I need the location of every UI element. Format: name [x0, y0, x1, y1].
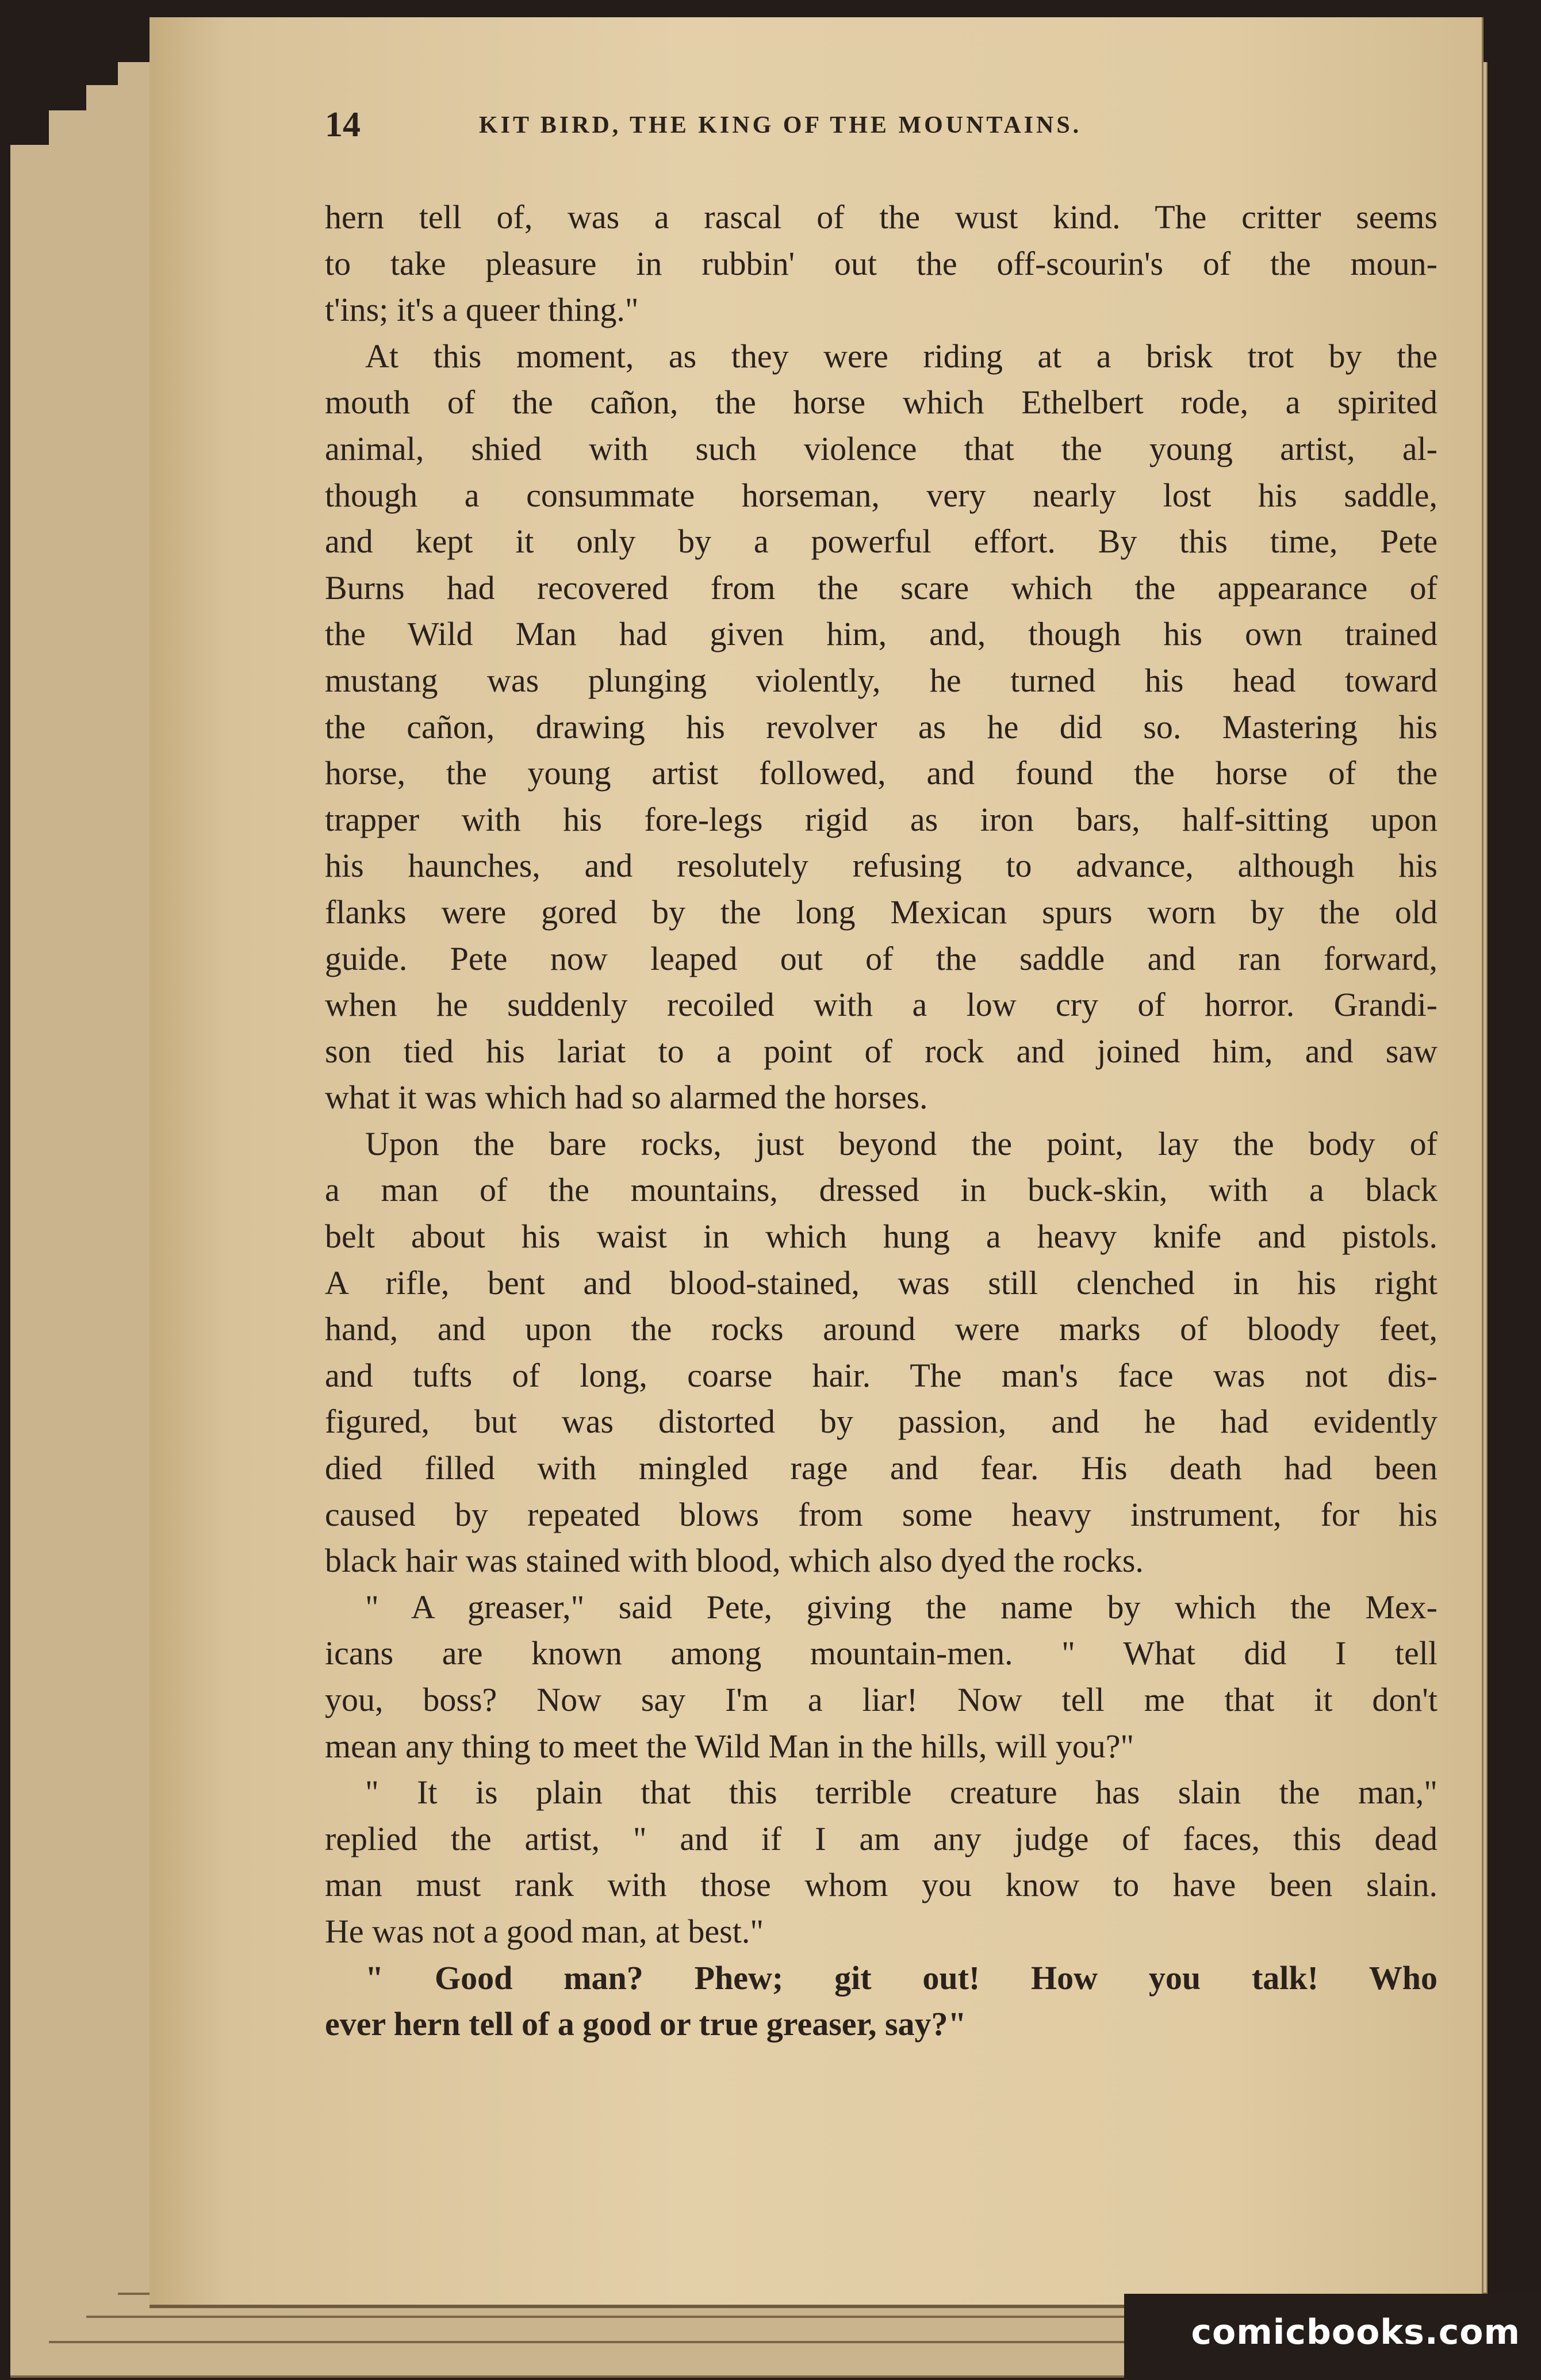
running-title: KIT BIRD, THE KING OF THE MOUNTAINS.: [479, 112, 1082, 139]
text-line: A rifle, bent and blood-stained, was still clenched in his right: [325, 1264, 1438, 1302]
text-line: t'ins; it's a queer thing.": [325, 291, 639, 329]
text-line: " It is plain that this terrible creature has slain the man,": [365, 1774, 1438, 1811]
page-number: 14: [325, 105, 361, 144]
text-line: a man of the mountains, dressed in buck-skin, with a black: [325, 1171, 1438, 1209]
text-line: the cañon, drawing his revolver as he did so. Mastering his: [325, 708, 1438, 746]
text-line: black hair was stained with blood, which also dyed the rocks.: [325, 1542, 1144, 1580]
text-line: to take pleasure in rubbin' out the off-scourin's of the moun-: [325, 244, 1438, 282]
body-text: [325, 194, 1438, 2048]
text-line: caused by repeated blows from some heavy instrument, for his: [325, 1495, 1438, 1533]
text-line: hern tell of, was a rascal of the wust kind. The critter seems: [325, 198, 1438, 236]
text-line: mustang was plunging violently, he turned his head toward: [325, 661, 1438, 699]
text-line: horse, the young artist followed, and found the horse of the: [325, 754, 1438, 792]
text-line: son tied his lariat to a point of rock and joined him, and saw: [325, 1032, 1438, 1070]
text-line: and kept it only by a powerful effort. By this time, Pete: [325, 523, 1438, 561]
text-line: you, boss? Now say I'm a liar! Now tell me that it don't: [325, 1681, 1438, 1718]
text-line: " A greaser," said Pete, giving the name by which the Mex-: [365, 1588, 1438, 1626]
text-line: replied the artist, " and if I am any judge of faces, this dead: [325, 1819, 1438, 1857]
text-line: Upon the bare rocks, just beyond the point, lay the body of: [365, 1124, 1438, 1162]
text-line: ever hern tell of a good or true greaser, say?": [325, 2005, 967, 2043]
text-line: what it was which had so alarmed the horses.: [325, 1078, 928, 1116]
text-line: though a consummate horseman, very nearly lost his saddle,: [325, 476, 1438, 514]
text-line: trapper with his fore-legs rigid as iron bars, half-sitting upon: [325, 800, 1438, 838]
text-line: Burns had recovered from the scare which the appearance of: [325, 569, 1438, 606]
text-line: " Good man? Phew; git out! How you talk! Who: [365, 1959, 1438, 1997]
text-line: when he suddenly recoiled with a low cry of horror. Grandi-: [325, 986, 1438, 1024]
text-line: belt about his waist in which hung a heavy knife and pistols.: [325, 1218, 1438, 1256]
text-line: mouth of the cañon, the horse which Ethelbert rode, a spirited: [325, 383, 1438, 421]
text-line: flanks were gored by the long Mexican spurs worn by the old: [325, 893, 1438, 931]
text-line: man must rank with those whom you know to have been slain.: [325, 1866, 1438, 1904]
text-line: figured, but was distorted by passion, and he had evidently: [325, 1403, 1438, 1441]
text-line: animal, shied with such violence that the young artist, al-: [325, 429, 1438, 467]
text-line: hand, and upon the rocks around were marks of bloody feet,: [325, 1310, 1438, 1348]
text-line: mean any thing to meet the Wild Man in the hills, will you?": [325, 1727, 1134, 1765]
text-line: At this moment, as they were riding at a brisk trot by the: [365, 337, 1438, 375]
text-line: the Wild Man had given him, and, though his own trained: [325, 615, 1438, 653]
watermark: [1124, 2294, 1541, 2380]
text-line: his haunches, and resolutely refusing to advance, although his: [325, 847, 1438, 885]
text-line: died filled with mingled rage and fear. His death had been: [325, 1449, 1438, 1487]
text-line: icans are known among mountain-men. " What did I tell: [325, 1634, 1438, 1672]
running-head: [325, 105, 1297, 151]
text-line: guide. Pete now leaped out of the saddle and ran forward,: [325, 939, 1438, 977]
text-line: He was not a good man, at best.": [325, 1912, 764, 1950]
watermark-text: comicbooks.com: [1191, 2312, 1520, 2352]
text-line: and tufts of long, coarse hair. The man's face was not dis-: [325, 1356, 1438, 1394]
